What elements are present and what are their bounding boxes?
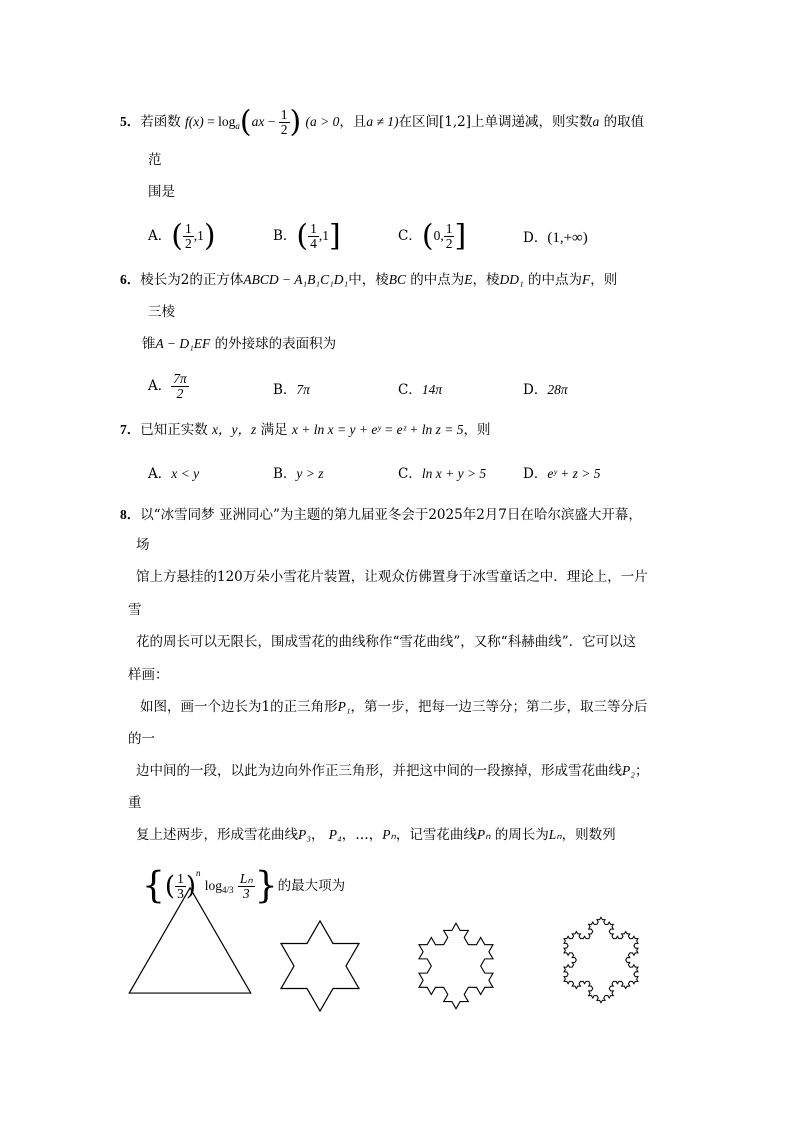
option-label: B．: [273, 228, 297, 244]
q6-number: 6．: [120, 272, 141, 287]
q6-wrap1: 三棱: [148, 304, 175, 320]
q8-ellipsis: ，…，: [341, 827, 383, 843]
frac-den: 2: [176, 386, 184, 401]
option-text: 14π: [421, 382, 443, 397]
q5-wrap1: 范: [148, 152, 162, 168]
q5-lparen: (: [239, 104, 252, 140]
q5-prefix: 若函数: [140, 114, 181, 130]
option-text: ln x + y > 5: [421, 466, 487, 481]
q5-half-num: 1: [280, 107, 288, 122]
option-label: A．: [148, 228, 172, 244]
frac-num: 1: [445, 221, 453, 236]
q7-text-b: 满足: [260, 422, 288, 438]
q8-text-3: 花的周长可以无限长，围成雪花的曲线称作“雪花曲线”，又称“科赫曲线”．它可以这: [136, 634, 637, 650]
frac-num: 1: [310, 221, 317, 236]
q6-text-b: 中，棱: [348, 272, 389, 288]
q6-pyramid: A − D₁EF: [155, 336, 211, 351]
option-label: D．: [523, 382, 548, 398]
q8-number: 8．: [120, 507, 141, 522]
seq-arg-den: 3: [242, 886, 250, 901]
q8-pn-2: Pₙ: [476, 827, 491, 842]
q8-text-6b: ，记雪花曲线: [395, 827, 477, 843]
q8-p2: P₂: [622, 763, 635, 778]
q5-tail: 的取值: [603, 114, 645, 130]
koch-snowflake-3-figure: [564, 917, 638, 1002]
option-lparen: (: [296, 218, 309, 254]
option-rest: ,1: [318, 228, 330, 243]
q8-text-7: 的最大项为: [277, 878, 346, 894]
koch-star-figure: [281, 921, 359, 1011]
seq-log-base: 4/3: [222, 885, 234, 895]
option-label: C．: [398, 466, 422, 482]
frac-den: 2: [184, 236, 192, 251]
q8-text-6d: ，则数列: [561, 827, 616, 843]
q8-ln: Lₙ: [548, 827, 562, 842]
q7-vars: x，y，z: [212, 422, 257, 437]
option-rparen: ): [203, 218, 216, 254]
q6-f: F: [582, 272, 591, 287]
frac-num: 1: [184, 221, 192, 236]
q5-cond-mid: ，且: [339, 114, 367, 130]
option-text: 28π: [547, 382, 568, 397]
q8-text-4a: 如图，画一个边长为1的正三角形: [140, 699, 338, 715]
q5-cond2: a ≠ 1): [366, 114, 399, 129]
option-label: D．: [523, 230, 548, 246]
option-text: x < y: [171, 466, 200, 481]
option-rest: ,1: [193, 228, 204, 243]
q6-text-h: 的外接球的表面积为: [214, 336, 337, 352]
frac-den: 2: [445, 236, 453, 251]
frac-den: 4: [310, 236, 317, 251]
q5-minus: −: [264, 114, 279, 129]
q6-cube: ABCD − A₁B₁C₁D₁: [243, 272, 349, 287]
q8-text-6a: 复上述两步，形成雪花曲线: [136, 827, 298, 843]
q5-rparen: ): [289, 104, 302, 140]
q8-text-4b: ，第一步，把每一边三等分；第二步，取三等分后: [350, 699, 648, 715]
option-text: (1,+∞): [547, 230, 588, 246]
q6-bc: BC: [388, 272, 406, 287]
seq-exp: n: [195, 868, 201, 878]
q8-sep-1: ，: [310, 827, 325, 843]
option-text: 7π: [296, 382, 310, 397]
q8-wrap-4: 的一: [128, 731, 155, 747]
q6-e: E: [464, 272, 473, 287]
q8-wrap-2: 雪: [128, 602, 142, 618]
q7-text-a: 已知正实数: [140, 422, 208, 438]
option-lparen: (: [171, 218, 183, 254]
q8-wrap-5: 重: [128, 795, 142, 811]
q8-p4: P₄: [328, 827, 342, 842]
q8-text-1: 以“冰雪同梦 亚洲同心”为主题的第九届亚冬会于2025年2月7日在哈尔滨盛大开幕，: [140, 507, 642, 523]
seq-frac-num: 1: [177, 871, 184, 886]
option-text: eʸ + z > 5: [547, 466, 601, 481]
q6-text-g: 锥: [142, 336, 156, 352]
q6-text-f: ，则: [590, 272, 618, 288]
q8-text-6c: 的周长为: [494, 827, 549, 843]
q6-text-c: 的中点为: [410, 272, 465, 288]
seq-lbrace: {: [142, 865, 165, 907]
q6-text-d: ，棱: [472, 272, 500, 288]
option-label: A．: [148, 378, 172, 394]
option-label: C．: [398, 228, 422, 244]
option-rparen: ]: [454, 218, 467, 254]
q8-text-5a: 边中间的一段，以此为边向外作正三角形，并把这中间的一段擦掉，形成雪花曲线: [136, 763, 622, 779]
option-label: C．: [398, 382, 422, 398]
q5-fx: f(x): [185, 114, 204, 129]
seq-rparen: ): [185, 871, 196, 902]
q7-number: 7．: [120, 422, 141, 437]
option-pre: 0,: [433, 228, 444, 243]
q7-equation: x + ln x = y + eʸ = eᶻ + ln z = 5: [291, 422, 464, 437]
q6-text-a: 棱长为2的正方体: [140, 272, 244, 288]
q5-ax: ax: [251, 114, 265, 129]
q8-wrap-1: 场: [136, 537, 150, 553]
q5-wrap2: 围是: [148, 184, 175, 200]
q5-log: = log: [203, 114, 236, 129]
option-label: B．: [273, 382, 297, 398]
q5-cond1: (a > 0: [305, 114, 340, 129]
q8-pn: Pₙ: [382, 827, 396, 842]
q5-var-a: a: [592, 114, 600, 129]
q8-text-5b: ；: [634, 763, 649, 779]
q5-number: 5．: [120, 114, 141, 129]
q8-p1: P₁: [337, 699, 351, 714]
option-rparen: ]: [329, 218, 341, 254]
seq-rbrace: }: [254, 865, 278, 907]
seq-frac-den: 3: [177, 886, 184, 901]
option-label: A．: [148, 466, 172, 482]
q5-log-base: a: [235, 121, 240, 131]
q7-text-c: ，则: [463, 422, 491, 438]
frac-num: 7π: [173, 371, 187, 386]
seq-arg-num: Lₙ: [239, 871, 253, 886]
q8-text-2: 馆上方悬挂的120万朵小雪花片装置，让观众仿佛置身于冰雪童话之中．理论上，一片: [136, 569, 648, 585]
koch-triangle-figure: [129, 888, 251, 993]
option-label: D．: [523, 466, 548, 482]
q8-wrap-3: 样画：: [128, 667, 169, 683]
q5-interval: 在区间[1,2]上单调递减，则实数: [398, 114, 593, 130]
option-text: y > z: [296, 466, 324, 481]
option-label: B．: [273, 466, 297, 482]
q8-p3: P₃: [298, 827, 311, 842]
seq-lparen: (: [164, 871, 176, 902]
q6-dd1: DD₁: [499, 272, 524, 287]
q6-text-e: 的中点为: [528, 272, 583, 288]
koch-snowflake-2-figure: [419, 923, 493, 1008]
q5-half-den: 2: [280, 122, 288, 137]
option-lparen: (: [421, 218, 434, 254]
seq-log: log: [204, 878, 223, 893]
